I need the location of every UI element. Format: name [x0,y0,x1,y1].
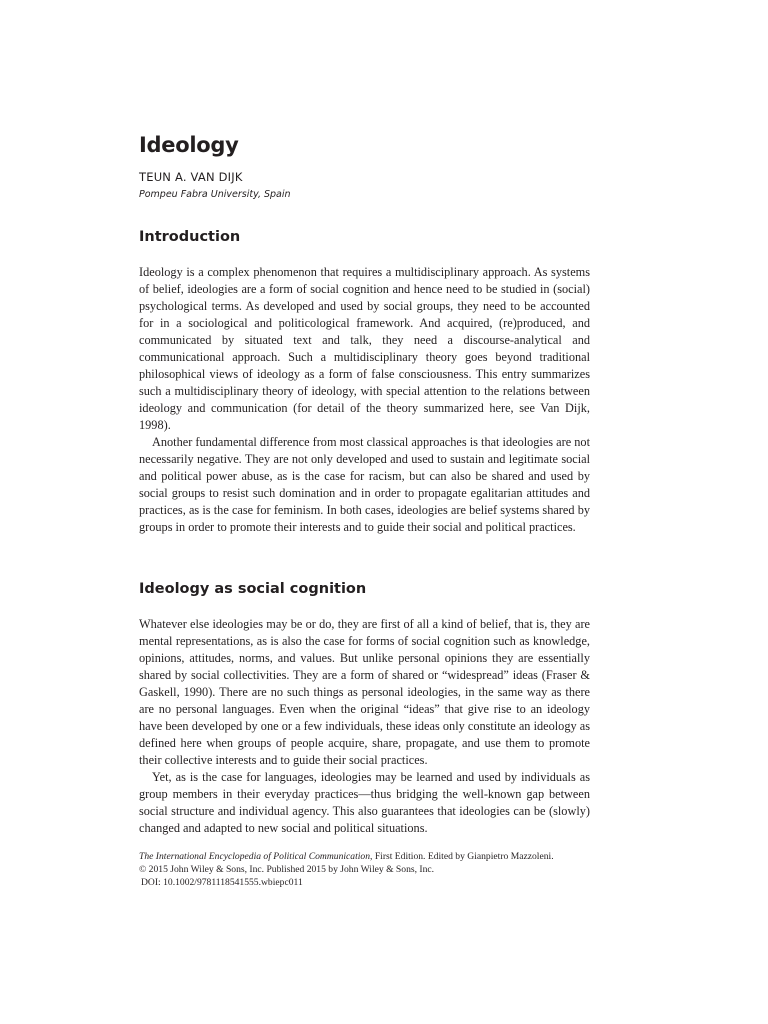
citation-footer [139,850,599,889]
footer-citation-line [139,850,599,863]
doi-line: DOI: 10.1002/9781118541555.wbiepc011 [141,877,303,888]
section-social-cognition [139,616,590,837]
copyright-line: © 2015 John Wiley & Sons, Inc. Published 2015 by John Wiley & Sons, Inc. [139,864,435,875]
paragraph: Yet, as is the case for languages, ideologies may be learned and used by individuals as group members in their everyday practices—thus bridging the well-known gap between social structure and individual agency. This also guarantees that ideologies can be (slowly) changed and adapted to new social and political situations. [139,770,590,835]
author-name: TEUN A. VAN DIJK [139,170,243,184]
section-introduction [139,264,590,536]
edition-text: , First Edition. Edited by Gianpietro Mazzoleni. [370,851,554,862]
paragraph: Ideology is a complex phenomenon that requires a multidisciplinary approach. As systems of belief, ideologies are a form of social cognition and hence need to be studied in (social) psychological terms. As developed and used by social groups, they need to be accounted for in a sociological and politicological framework. And acquired, (re)produced, and communicated by situated text and talk, they need a discourse-analytical and communicational approach. Such a multidisciplinary theory goes beyond traditional philosophical views of ideology as a form of false consciousness. This entry summarizes such a multidisciplinary theory of ideology, with special attention to the relations between ideology and communication (for detail of the theory summarized here, see Van Dijk, 1998). [139,265,590,432]
section-heading-social-cognition: Ideology as social cognition [139,581,367,597]
paragraph: Another fundamental difference from most classical approaches is that ideologies are not necessarily negative. They are not only developed and used to sustain and legitimate social and political power abuse, as is the case for racism, but can also be shared and used by social groups to resist such domination and in order to propagate egalitarian attitudes and practices, as is the case for feminism. In both cases, ideologies are belief systems shared by groups in order to promote their interests and to guide their social and political practices. [139,435,590,534]
encyclopedia-title: The International Encyclopedia of Political Communication [139,851,371,862]
article-title: Ideology [139,133,239,157]
paragraph: Whatever else ideologies may be or do, they are first of all a kind of belief, that is, they are mental representations, as is also the case for forms of social cognition such as knowledge, opinions, attitudes, norms, and values. But unlike personal opinions they are essentially shared by social collectivities. They are a form of shared or “widespread” ideas (Fraser & Gaskell, 1990). There are no such things as personal ideologies, in the same way as there are no personal languages. Even when the original “ideas” that give rise to an ideology have been developed by one or a few individuals, these ideas only constitute an ideology as defined here when groups of people acquire, share, propagate, and use them to promote their collective interests and to guide their social practices. [139,617,590,767]
section-heading-introduction: Introduction [139,229,241,245]
author-affiliation: Pompeu Fabra University, Spain [139,189,291,200]
